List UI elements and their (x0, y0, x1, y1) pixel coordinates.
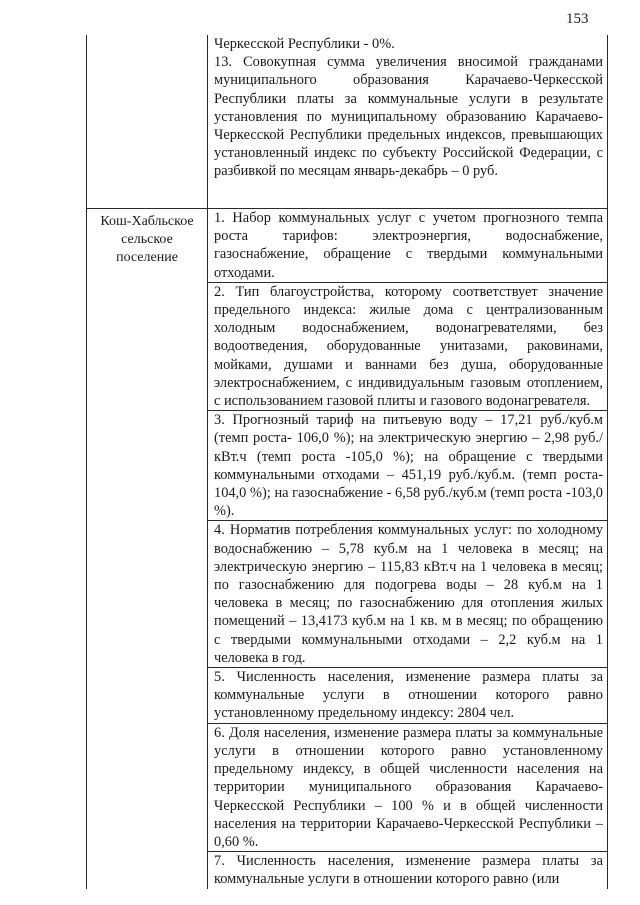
indicator-item-13: 13. Совокупная сумма увеличения вносимой гражданами муниципального образования Карачаево-Черкесской Республики платы за коммунальные услуги в результате установления по муниципальному образованию Карачаево-Черкесской Республики предельных индексов, превышающих установленный индекс по субъекту Российской Федерации, с разбивкой по месяцам январь-декабрь – 0 руб. (214, 54, 603, 180)
municipality-cell (87, 209, 208, 889)
municipality-name: Кош-Хабльское сельское поселение (100, 214, 194, 265)
indicator-item-4: 4. Норматив потребления коммунальных услуг: по холодному водоснабжению – 5,78 куб.м на 1 человека в месяц; на электрическую энергию – 115,83 кВт.ч на 1 человека в месяц; по газоснабжению для подогрева воды – 28 куб.м на 1 человека в месяц; по газоснабжению для отопления жилых помещений – 13,4173 куб.м на 1 кв. м в месяц; по обращению с твердыми коммунальными отходами – 2,2 куб.м на 1 человека в год. (208, 521, 607, 668)
indicator-item-6: 6. Доля населения, изменение размера платы за коммунальные услуги в отношении которого равно установленному предельному индексу, в общей численности населения на территории муниципального образования Карачаево-Черкесской Республики – 100 % и в общей численности населения на территории Карачаево-Черкесской Республики – 0,60 %. (208, 724, 607, 852)
table-row (87, 35, 608, 209)
municipality-cell (87, 35, 208, 209)
page-number: 153 (566, 11, 589, 27)
indices-table (86, 35, 608, 889)
indicator-item-1: 1. Набор коммунальных услуг с учетом прогнозного темпа роста тарифов: электроэнергия, водоснабжение, газоснабжение, обращение с твердыми коммунальными отходами. (208, 209, 607, 283)
continued-text: Черкесской Республики - 0%. (214, 36, 395, 52)
municipality-name (87, 35, 207, 39)
indicator-item-7: 7. Численность населения, изменение размера платы за коммунальные услуги в отношении которого равно (или (214, 853, 603, 888)
indicator-item-5: 5. Численность населения, изменение размера платы за коммунальные услуги в отношении которого равно установленному предельному индексу: 2804 чел. (208, 668, 607, 724)
table-row (87, 209, 608, 889)
indicator-item-3: 3. Прогнозный тариф на питьевую воду – 17,21 руб./куб.м (темп роста- 106,0 %); на электрическую энергию – 2,98 руб./кВт.ч (темп роста -105,0 %); на обращение с твердыми коммунальными отходами – 451,19 руб./куб.м. (темп роста- 104,0 %); на газоснабжение - 6,58 руб./куб.м (темп роста -103,0 %). (208, 411, 607, 521)
indicators-cell (208, 209, 608, 889)
indicators-cell (208, 35, 608, 209)
indicator-item-2: 2. Тип благоустройства, которому соответствует значение предельного индекса: жилые дома с централизованным холодным водоснабжением, водонагревателями, без водоотведения, оборудованные унитазами, раковинами, мойками, душами и ваннами без душа, оборудованные электроснабжением, с индивидуальным газовым отоплением, с использованием газовой плиты и газового водонагревателя. (208, 283, 607, 411)
